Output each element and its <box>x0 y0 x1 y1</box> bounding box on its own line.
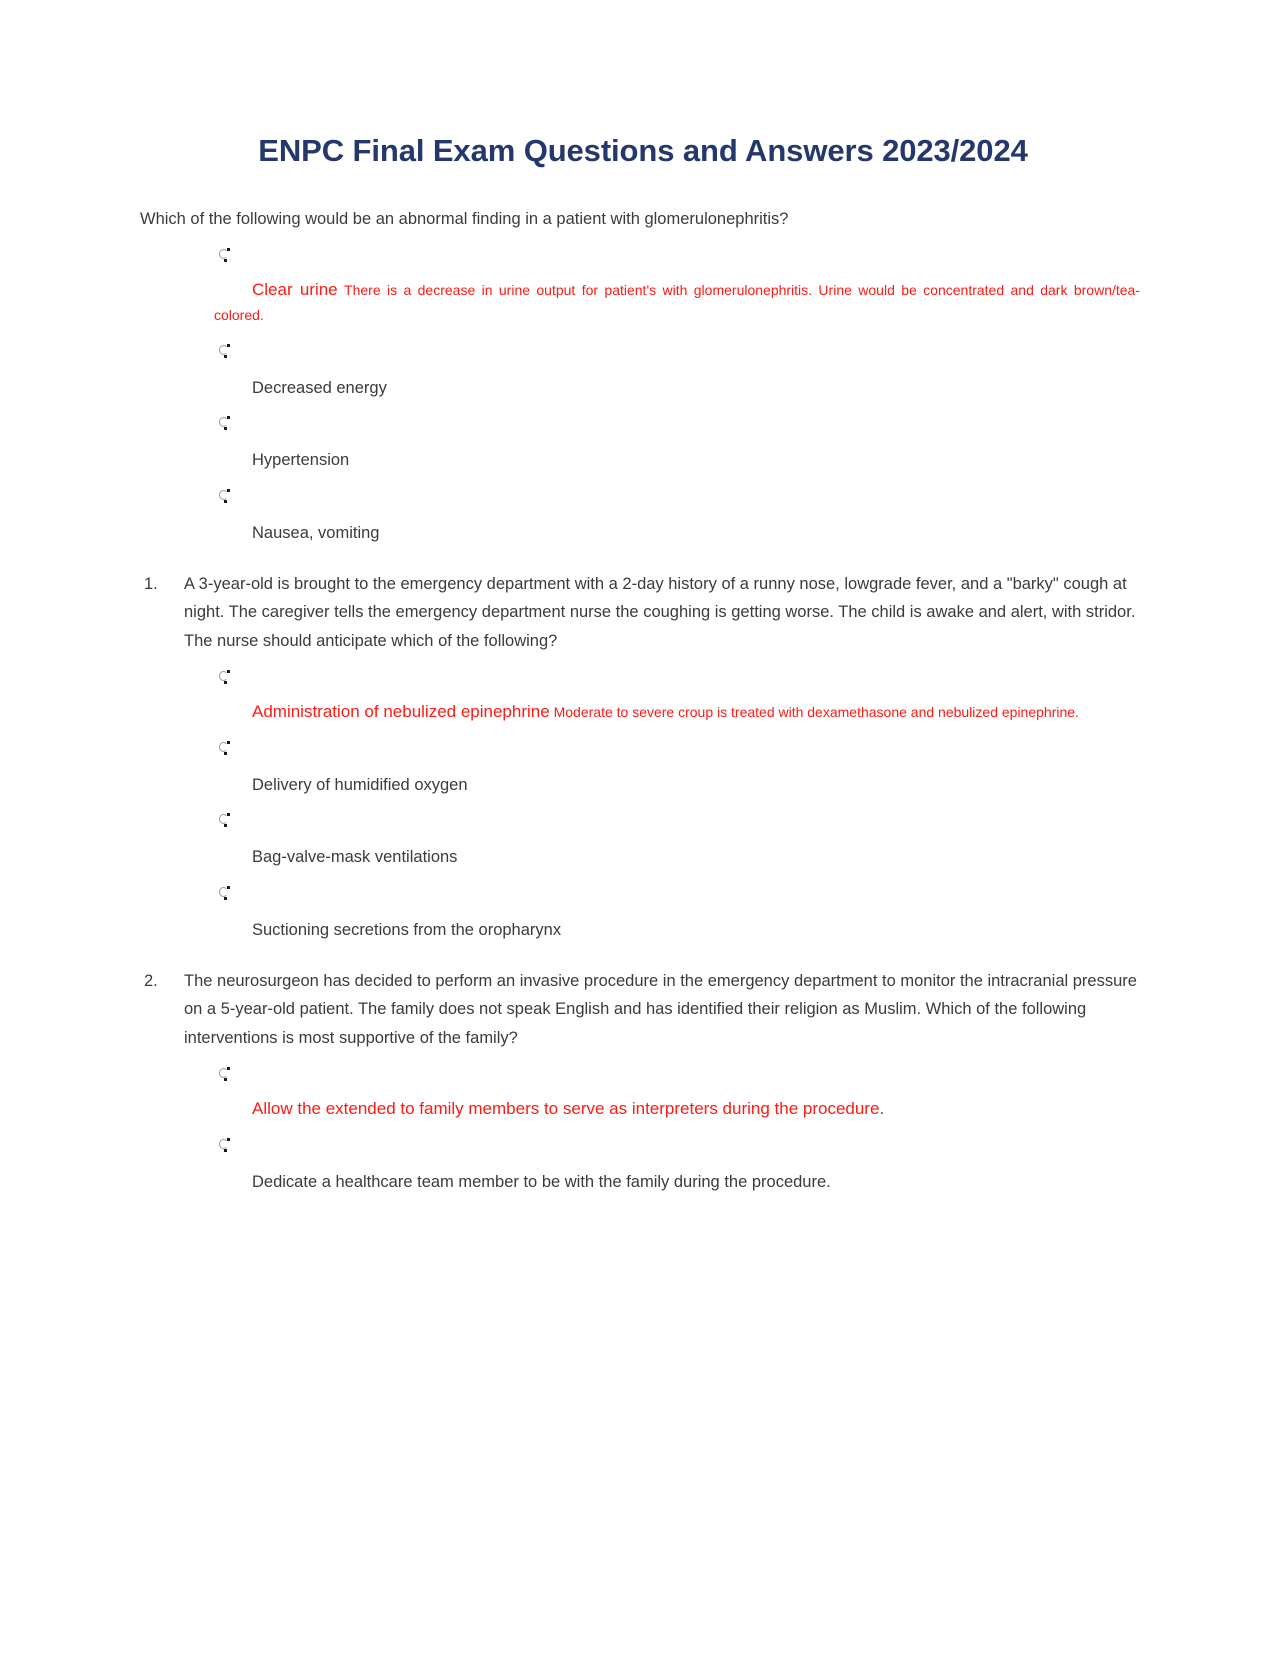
radio-button-icon[interactable] <box>218 343 232 359</box>
radio-button-icon[interactable] <box>218 669 232 685</box>
option-row[interactable] <box>140 885 1140 943</box>
option-row[interactable] <box>140 415 1140 473</box>
option-row[interactable] <box>140 669 1140 726</box>
radio-button-icon[interactable] <box>218 740 232 756</box>
answer-label: Clear urine <box>252 280 338 300</box>
radio-button-icon[interactable] <box>218 1066 232 1082</box>
options-group-2 <box>140 1066 1140 1195</box>
question-number: 1. <box>144 574 158 593</box>
answer-text <box>140 1096 1140 1123</box>
answer-trailing-period: . <box>879 1099 885 1119</box>
answer-text <box>140 699 1140 726</box>
option-label: Nausea, vomiting <box>252 523 380 542</box>
answer-trailing-period: . <box>259 306 264 323</box>
radio-button-icon[interactable] <box>218 488 232 504</box>
option-row[interactable] <box>140 488 1140 546</box>
document-content <box>140 132 1140 1195</box>
question-item-1 <box>140 570 1140 655</box>
options-group-1 <box>140 669 1140 943</box>
question-number: 2. <box>144 971 158 990</box>
radio-button-icon[interactable] <box>218 415 232 431</box>
option-row[interactable] <box>140 1137 1140 1195</box>
option-label: Bag-valve-mask ventilations <box>252 848 458 867</box>
options-group-intro <box>140 247 1140 546</box>
answer-label: Allow the extended to family members to serve as interpreters during the procedure <box>252 1099 880 1119</box>
answer-explanation: There is a decrease in urine output for patient's with glomerulonephritis. Urine would be concentrated and dark brown/tea-colored <box>214 282 1140 323</box>
answer-text <box>140 277 1140 329</box>
question-list <box>140 967 1140 1052</box>
radio-button-icon[interactable] <box>218 1137 232 1153</box>
option-row[interactable] <box>140 812 1140 870</box>
radio-button-icon[interactable] <box>218 247 232 263</box>
question-text-intro: Which of the following would be an abnormal finding in a patient with glomerulonephritis? <box>140 209 789 228</box>
option-label: Dedicate a healthcare team member to be with the family during the procedure. <box>252 1172 831 1191</box>
question-text: A 3-year-old is brought to the emergency department with a 2-day history of a runny nose, lowgrade fever, and a "barky" cough at night. The caregiver tells the emergency department nurse the coughing is getting worse. The child is awake and alert, with stridor. The nurse should anticipate which of the following? <box>184 574 1136 650</box>
option-label: Suctioning secretions from the oropharynx <box>252 920 562 939</box>
option-row[interactable] <box>140 343 1140 401</box>
page-title: ENPC Final Exam Questions and Answers 2023/2024 <box>258 133 1028 168</box>
radio-button-icon[interactable] <box>218 885 232 901</box>
question-list <box>140 570 1140 655</box>
option-label: Decreased energy <box>252 378 387 397</box>
option-row[interactable] <box>140 740 1140 798</box>
option-label: Delivery of humidified oxygen <box>252 775 468 794</box>
question-text: The neurosurgeon has decided to perform an invasive procedure in the emergency department to monitor the intracranial pressure on a 5-year-old patient. The family does not speak English and has identified their religion as Muslim. Which of the following interventions is most supportive of the family? <box>184 971 1137 1047</box>
option-label: Hypertension <box>252 451 350 470</box>
answer-explanation: Moderate to severe croup is treated with dexamethasone and nebulized epinephrine. <box>553 704 1079 721</box>
question-item-2 <box>140 967 1140 1052</box>
option-row[interactable] <box>140 247 1140 329</box>
radio-button-icon[interactable] <box>218 812 232 828</box>
option-row[interactable] <box>140 1066 1140 1123</box>
answer-label: Administration of nebulized epinephrine <box>252 702 550 722</box>
